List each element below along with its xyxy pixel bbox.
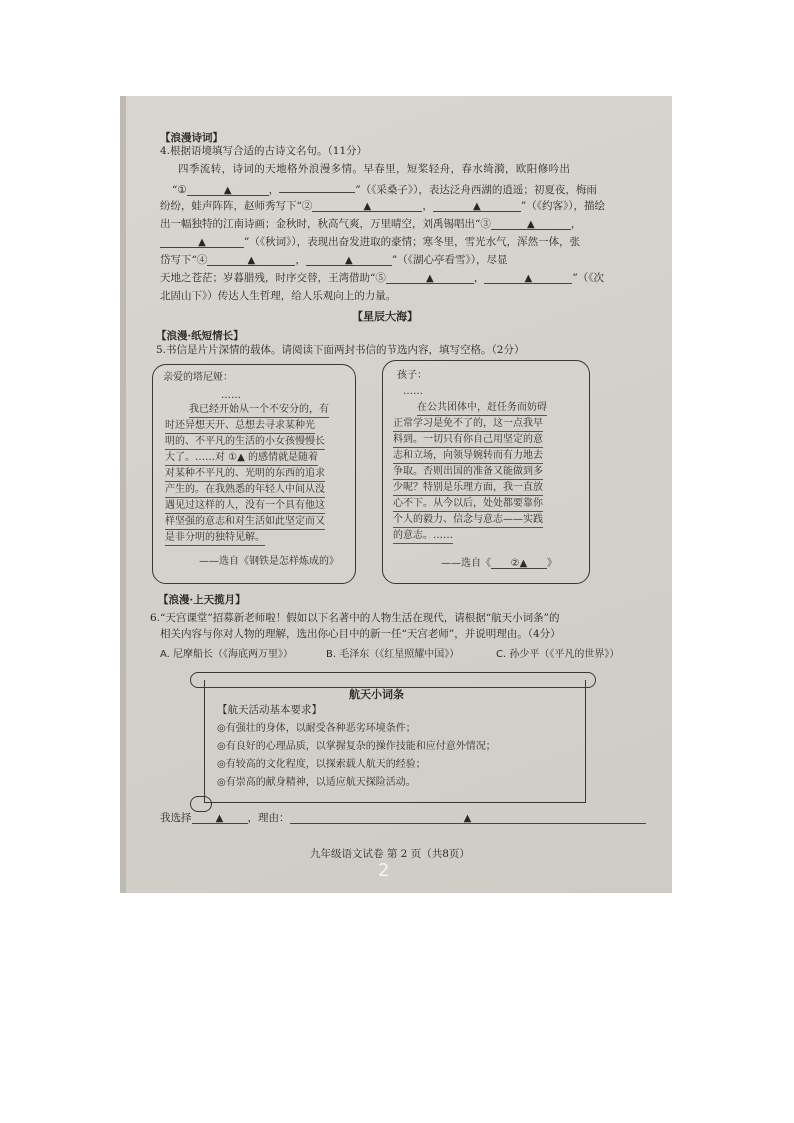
q6-line-1: 6.“天宫课堂”招募新老师啦！假如以下名著中的人物生活在现代，请根据“航天小词条”的 [150,612,560,624]
q4-line-3: 纷纷，蛙声阵阵，赵师秀写下“② ▲ ， ▲ ”（《约客》），描绘 [160,200,605,212]
letter-2-line: 争取。否则出国的准备又能做到多 [393,465,543,480]
page-footer: 九年级语文试卷 第 2 页（共8页） [310,848,470,860]
letter-1-line: 我已经开始从一个不安分的，有 [189,403,329,418]
answer-blank-4a[interactable]: ▲ [207,254,295,266]
q6-option-a: A. 尼摩船长（《海底两万里》） [160,649,294,660]
letter-2-source: ——选自《 ②▲ 》 [441,558,557,569]
q5-title: 5.书信是片片深情的载体。请阅读下面两封书信的节选内容，填写空格。（2分） [156,344,525,356]
letter-2-ellipsis: …… [403,386,423,397]
answer-blank-2b[interactable]: ▲ [433,200,521,212]
reason-blank[interactable]: ▲ [290,812,646,824]
q6-option-b: B. 毛泽东（《红星照耀中国》） [326,649,460,660]
q6-answer-line [160,812,646,825]
page-number: 2 [378,860,390,881]
letter-2-line: 个人的毅力、信念与意志——实践 [393,513,543,528]
scroll-item: ◎有崇高的献身精神，以适应航天探险活动。 [217,777,416,788]
letter-card-2 [382,360,590,584]
q6-option-c: C. 孙少平（《平凡的世界》） [496,649,620,660]
q4-line-8: 北固山下》）传达人生哲理，给人乐观向上的力量。 [160,290,397,302]
letter-2-line: 料到。一切只有你自己用坚定的意 [393,433,543,448]
scroll-item: ◎有较高的文化程度，以探索载人航天的经验； [217,759,426,770]
answer-blank-letter-2[interactable]: ②▲ [491,557,547,569]
letter-1-line: 是非分明的独特见解。 [165,531,265,546]
letter-1-line: 遇见过这样的人，没有一个具有他这 [165,499,325,514]
q4-line-5: ▲ ”（《秋词》），表现出奋发进取的豪情；寒冬里，雪光水气，浑然一体，张 [160,236,580,249]
q4-line-2-prefix: “① [172,184,187,196]
q4-line-4: 出一幅独特的江南诗画；金秋时，秋高气爽，万里晴空，刘禹锡唱出“③ ▲ ， [160,218,582,230]
reason-label: ，理由： [247,812,290,824]
section-heading-poems: 【浪漫诗词】 [160,132,223,144]
letter-1-line: 产生的。在我熟悉的年轻人中间从没 [165,483,325,498]
scroll-bottom-curl [190,796,212,812]
letter-1-line: 样坚强的意志和对生活如此坚定而又 [165,515,325,530]
answer-blank-5b[interactable]: ▲ [484,272,572,284]
letter-1-line: 时还异想天开、总想去寻求某种光 [165,419,315,434]
answer-blank-2a[interactable]: ▲ [312,200,422,212]
q4-title: 4.根据语境填写合适的古诗文名句。（11分） [160,145,368,157]
letter-1-line: 明的、不平凡的生活的小女孩慢慢长 [165,435,325,450]
choice-blank[interactable]: ▲ [192,812,248,824]
q4-line-1: 四季流转，诗词的天地格外浪漫多情。早春里，短桨轻舟，春水绮漪，欧阳修吟出 [178,163,571,175]
letter-card-1 [152,364,356,584]
letter-2-salutation: 孩子： [397,370,427,381]
answer-blank-3b[interactable]: ▲ [160,236,244,248]
scroll-item: ◎有良好的心理品质，以掌握复杂的操作技能和应付意外情况； [217,741,496,752]
answer-blank-4b[interactable]: ▲ [306,254,392,266]
q4-line-2-suffix: ”（《采桑子》），表达泛舟西湖的逍遥；初夏夜，梅雨 [355,184,597,196]
answer-blank-5a[interactable]: ▲ [386,272,474,284]
q4-line-7: 天地之苍茫；岁暮腊残，时序交替，王湾借助“⑤ ▲ ， ▲ ”（《次 [160,272,604,284]
scroll-subtitle: 【航天活动基本要求】 [217,704,322,716]
answer-blank-3a[interactable]: ▲ [491,218,571,230]
letter-2-line: 在公共团体中，赶任务而妨碍 [417,401,547,416]
exam-page-photo [120,96,672,893]
section-heading-moon: 【浪漫·上天揽月】 [158,594,246,606]
letter-1-line: 对某种不平凡的、光明的东西的追求 [165,467,325,482]
section-heading-letters: 【浪漫·纸短情长】 [156,330,244,342]
space-glossary-scroll [204,680,586,803]
letter-1-line-blank-1: 大了。……对 ①▲ 的感情就是随着 [165,451,318,466]
letter-2-line: 志和立场，向领导婉转而有力地去 [393,449,543,464]
letter-1-salutation: 亲爱的塔尼娅： [163,372,233,383]
letter-2-line: 心不下。从今以后，处处都要靠你 [393,497,543,512]
page-edge-shadow [120,96,126,893]
q4-line-6: 岱写下“④ ▲ ， ▲ ”（《湖心亭看雪》），尽显 [160,254,508,266]
choose-label: 我选择 [160,812,192,824]
q6-line-2: 相关内容与你对人物的理解，选出你心目中的新一任“天宫老师”，并说明理由。（4分） [160,628,561,640]
scroll-item: ◎有强壮的身体，以耐受各种恶劣环境条件； [217,723,416,734]
letter-2-line: 的意志。…… [393,529,453,544]
answer-blank-1b[interactable] [279,181,355,193]
letter-2-line: 正常学习是免不了的，这一点我早 [393,417,543,432]
answer-blank-1a[interactable]: ▲ [187,184,269,196]
letter-1-ellipsis: …… [221,390,241,401]
scroll-title: 航天小词条 [349,688,404,701]
letter-1-source: ——选自《钢铁是怎样炼成的》 [199,556,339,567]
q4-line-2: “① ▲ ， ”（《采桑子》），表达泛舟西湖的逍遥；初夏夜，梅雨 [172,181,597,197]
letter-2-line: 少呢？特别是乐理方面，我一直放 [393,481,543,496]
section-heading-stars: 【星辰大海】 [352,310,418,323]
